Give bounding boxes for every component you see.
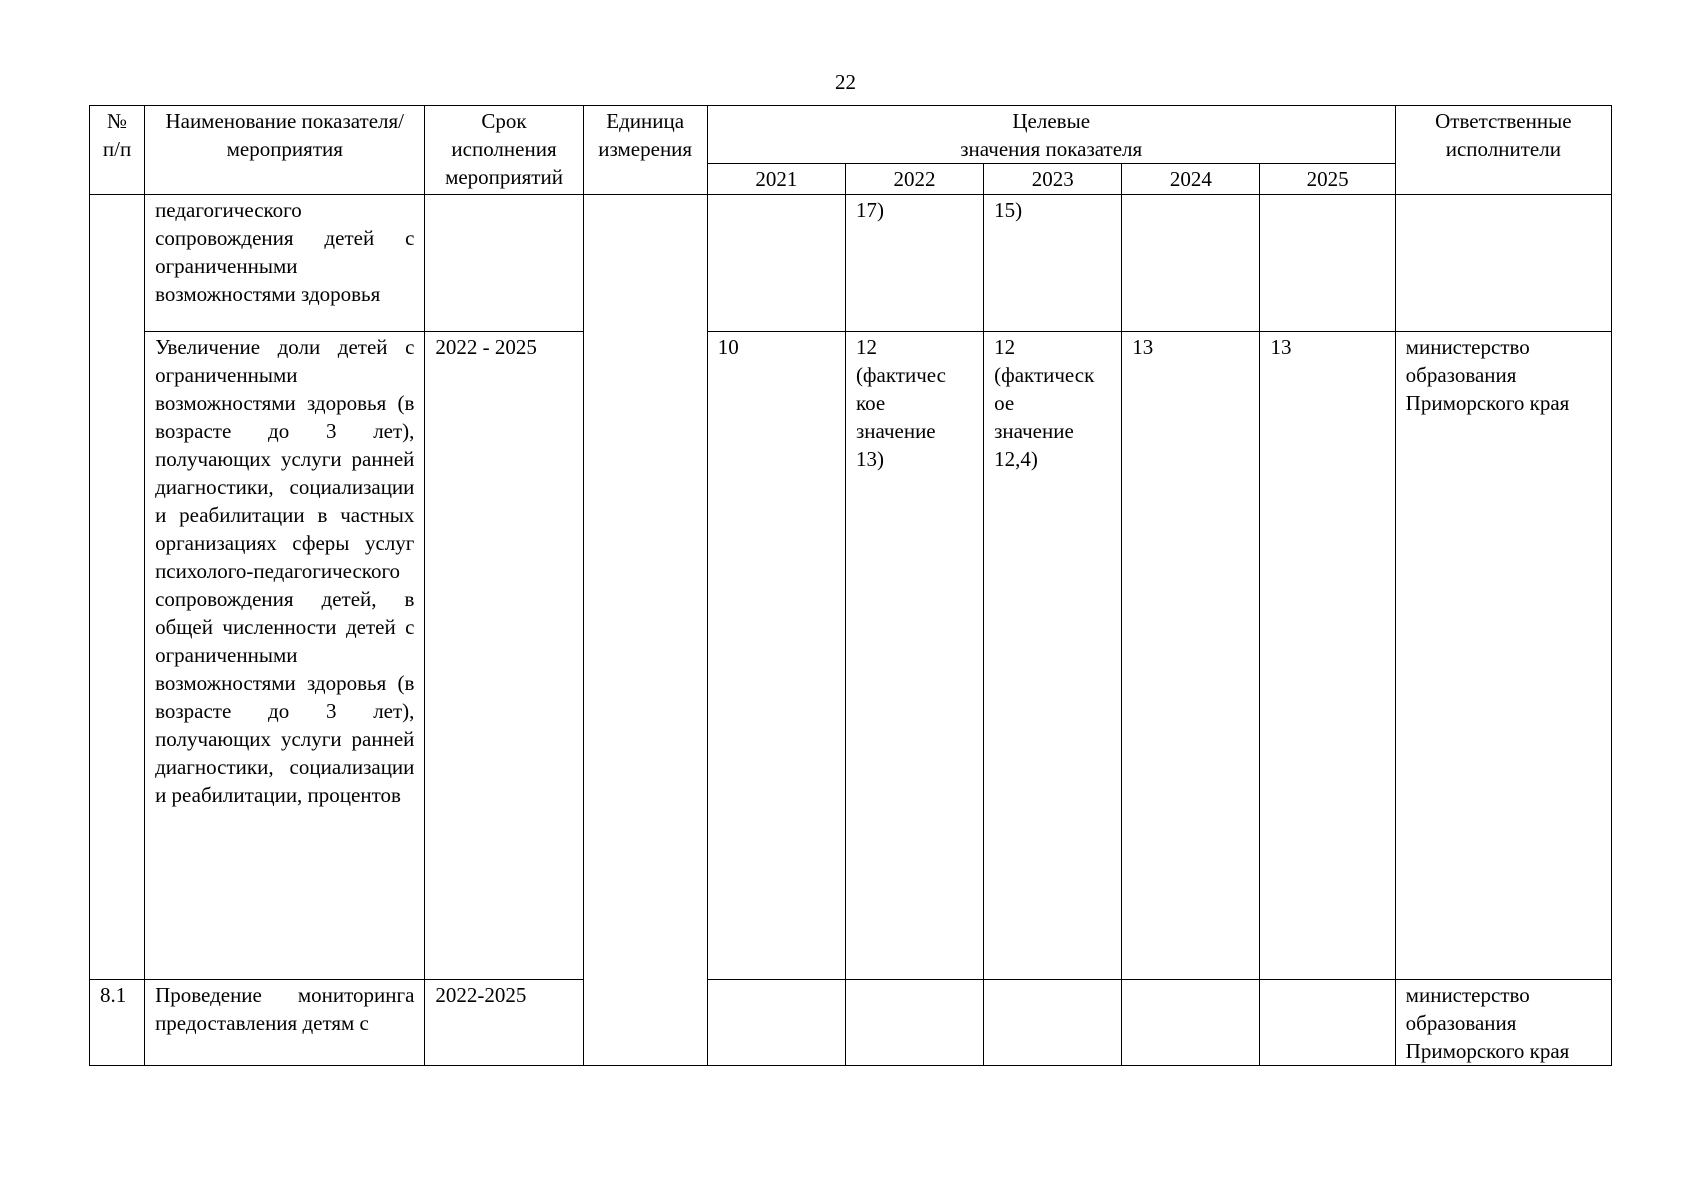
row-value-2025: 13 bbox=[1260, 332, 1395, 980]
row-value-2023: 12 (фактическ ое значение 12,4) bbox=[984, 332, 1122, 980]
row-value-2024: 13 bbox=[1122, 332, 1260, 980]
header-year-2023: 2023 bbox=[984, 164, 1122, 195]
row-value-2022: 17) bbox=[845, 195, 983, 332]
page-number: 22 bbox=[835, 70, 856, 94]
row-value-2022 bbox=[845, 980, 983, 1066]
header-targets: Целевые значения показателя bbox=[707, 106, 1395, 164]
row-unit-cell bbox=[583, 195, 707, 1066]
row-name-cell: Увеличение доли детей с ограниченными возможностями здоровья (в возрасте до 3 лет), получающих услуги ранней диагностики, социализации и реабилитации в частных организациях сферы услуг психолого-педагогического сопровождения детей, в общей численности детей с ограниченными возможностями здоровья (в возрасте до 3 лет), получающих услуги ранней диагностики, социализации и реабилитации, процентов bbox=[145, 332, 425, 980]
header-year-2022: 2022 bbox=[845, 164, 983, 195]
header-year-2021: 2021 bbox=[707, 164, 845, 195]
row-value-2021 bbox=[707, 980, 845, 1066]
header-responsible: Ответственные исполнители bbox=[1395, 106, 1611, 195]
header-year-2025: 2025 bbox=[1260, 164, 1395, 195]
row-value-2024 bbox=[1122, 195, 1260, 332]
targets-table bbox=[89, 105, 1612, 1066]
row-value-2022: 12 (фактичес кое значение 13) bbox=[845, 332, 983, 980]
row-term-cell: 2022-2025 bbox=[425, 980, 583, 1066]
row-value-2025 bbox=[1260, 195, 1395, 332]
header-name: Наименование показателя/мероприятия bbox=[145, 106, 425, 195]
row-value-2025 bbox=[1260, 980, 1395, 1066]
row-value-2023: 15) bbox=[984, 195, 1122, 332]
row-term-cell bbox=[425, 195, 583, 332]
row-responsible-cell: министерство образования Приморского края bbox=[1395, 332, 1611, 980]
row-responsible-cell: министерство образования Приморского края bbox=[1395, 980, 1611, 1066]
row-value-2024 bbox=[1122, 980, 1260, 1066]
row-num-cell bbox=[90, 195, 145, 980]
row-value-2021: 10 bbox=[707, 332, 845, 980]
table-row bbox=[90, 195, 1612, 332]
table-row bbox=[90, 980, 1612, 1066]
row-name-cell: педагогического сопровождения детей с ограниченными возможностями здоровья bbox=[145, 195, 425, 332]
row-name-cell: Проведение мониторинга предоставления детям с bbox=[145, 980, 425, 1066]
row-term-cell: 2022 - 2025 bbox=[425, 332, 583, 980]
row-num-cell: 8.1 bbox=[90, 980, 145, 1066]
header-term: Срок исполнения мероприятий bbox=[425, 106, 583, 195]
row-value-2023 bbox=[984, 980, 1122, 1066]
header-year-2024: 2024 bbox=[1122, 164, 1260, 195]
header-unit: Единица измерения bbox=[583, 106, 707, 195]
header-num: № п/п bbox=[90, 106, 145, 195]
row-value-2021 bbox=[707, 195, 845, 332]
row-responsible-cell bbox=[1395, 195, 1611, 332]
table-row bbox=[90, 332, 1612, 980]
header-row bbox=[90, 106, 1612, 164]
